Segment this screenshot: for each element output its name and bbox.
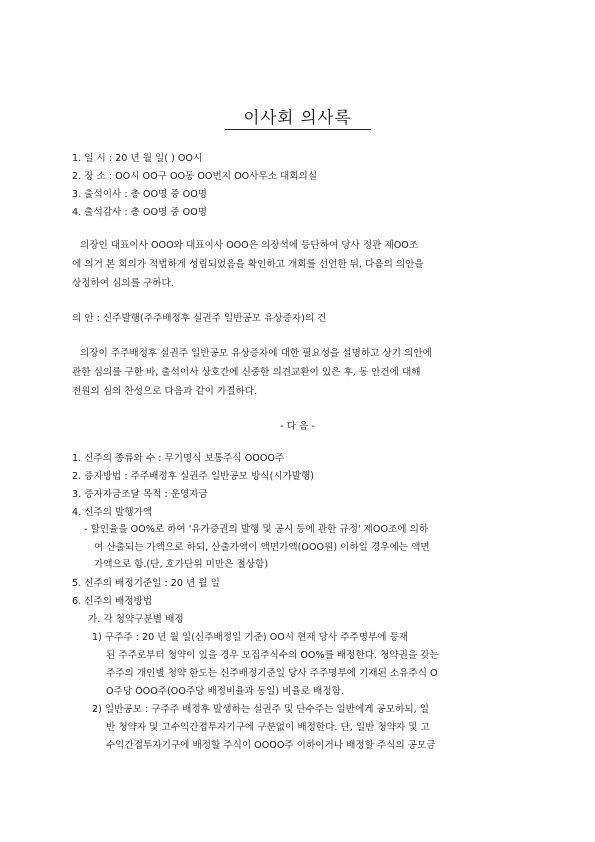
header-item-directors: 3. 출석이사 : 총 OO명 중 OO명 (72, 189, 208, 200)
detail-line: - 할인율을 OO%로 하여 '유가증권의 발행 및 공시 등에 관한 규정' 제OO조에 의하 (84, 524, 429, 535)
header-item-place: 2. 장 소 : OO시 OO구 OO동 OO번지 OO사무소 대회의실 (72, 171, 318, 182)
detail-line: 주주의 개인별 청약 한도는 신주배정기준일 당사 주주명부에 기재된 소유주식 O (106, 668, 438, 679)
opening-paragraph-line: 상정하여 심의를 구하다. (72, 278, 174, 289)
document-title: 이사회 의사록 (243, 108, 352, 127)
detail-line: 6. 신주의 배정방법 (72, 596, 153, 607)
detail-line: 수익간접투자기구에 배정할 주식이 OOOO주 이하이거나 배정할 주식의 공모금 (106, 740, 436, 751)
resolution-paragraph-line: 전원의 심의 찬성으로 다음과 같이 가결하다. (72, 386, 258, 397)
title-underline (225, 129, 371, 130)
detail-line: 2) 일반공모 : 구주주 배정후 발생하는 실권주 및 단수주는 일반에게 공모하되, 일 (92, 704, 429, 715)
detail-line: 반 청약자 및 고수익간접투자기구에 구분없이 배정한다. 단, 일반 청약자 및 고 (106, 722, 430, 733)
detail-line: 가액으로 함.(단, 호가단위 미만은 절상함) (94, 559, 269, 570)
section-heading: - 다 음 - (280, 421, 315, 432)
header-item-date: 1. 일 시 : 20 년 월 일( ) OO시 (72, 153, 203, 164)
detail-line: 2. 증자방법 : 주주배정후 실권주 일반공모 방식(시가발행) (72, 471, 315, 482)
opening-paragraph-line: 의장인 대표이사 OOO와 대표이사 OOO은 의장석에 등단하여 당사 정관 제OO조 (80, 240, 419, 251)
detail-line: 1) 구주주 : 20 년 월 일(신주배정일 기준) OO시 현재 당사 주주명부에 등재 (92, 632, 409, 643)
opening-paragraph-line: 에 의거 본 회의가 적법하게 성립되었음을 확인하고 개회를 선언한 뒤, 다음의 의안을 (72, 259, 424, 270)
detail-line: 가. 각 청약구분별 배정 (88, 614, 184, 625)
resolution-paragraph-line: 의장이 주주배정후 실권주 일반공모 유상증자에 대한 필요성을 설명하고 상기 의안에 (80, 348, 432, 359)
detail-line: 여 산출되는 가액으로 하되, 산출가액이 액면가액(OOO원) 이하일 경우에는 액면 (94, 542, 430, 553)
header-item-auditors: 4. 출석감사 : 총 OO명 중 OO명 (72, 207, 208, 218)
detail-line: O주당 OOO주(OO주당 배정비율과 동일) 비율로 배정함. (106, 686, 344, 697)
resolution-paragraph-line: 관한 심의를 구한 바, 출석이사 상호간에 신중한 의견교환이 있은 후, 동 안건에 대해 (72, 367, 421, 378)
detail-line: 5. 신주의 배정기준일 : 20 년 월 일 (72, 578, 220, 589)
detail-line: 된 주주로부터 청약이 있을 경우 모집주식수의 OO%를 배정한다. 청약권을 갖는 (106, 650, 439, 661)
agenda-item: 의 안 : 신주발행(주주배정후 실권주 일반공모 유상증자)의 건 (72, 313, 327, 324)
detail-line: 1. 신주의 종류와 수 : 무기명식 보통주식 OOOO주 (72, 453, 285, 464)
detail-line: 3. 증자자금조달 목적 : 운영자금 (72, 489, 208, 500)
detail-line: 4. 신주의 발행가액 (72, 507, 153, 518)
